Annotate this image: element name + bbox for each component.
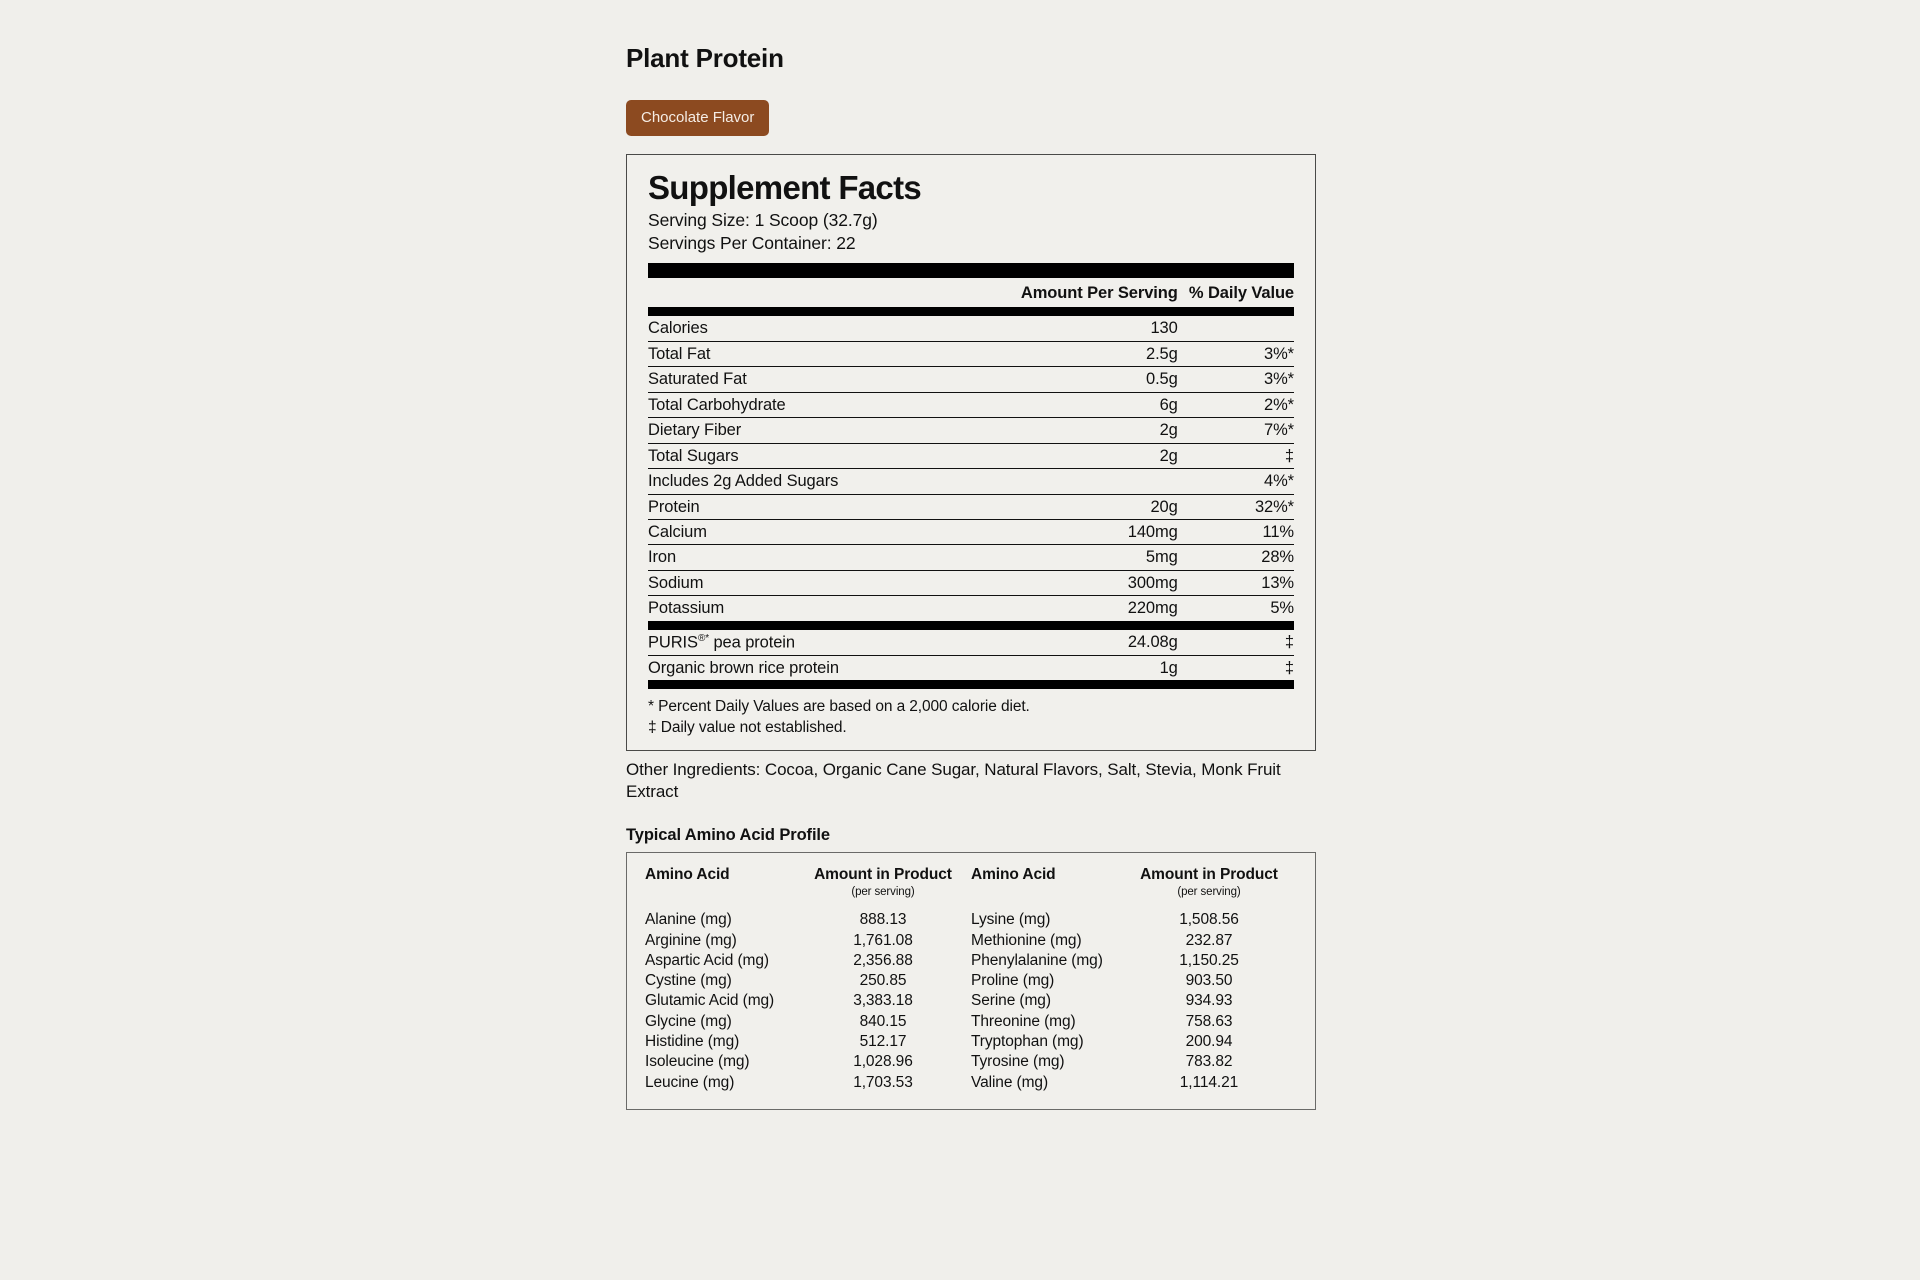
blend-row <box>648 630 1294 655</box>
nutrient-amount: 5mg <box>997 545 1178 570</box>
spacer-cell <box>971 901 1121 910</box>
amino-acid-name: Tyrosine (mg) <box>971 1053 1065 1071</box>
nutrient-amount: 140mg <box>997 519 1178 544</box>
nutrient-daily-value: ‡ <box>1178 443 1294 468</box>
amino-acid-name: Glycine (mg) <box>645 1012 732 1030</box>
nutrient-name: Sodium <box>648 570 997 595</box>
page-title: Plant Protein <box>626 43 784 73</box>
amino-acid-row <box>645 951 1297 971</box>
footnote-dagger: ‡ Daily value not established. <box>648 718 847 736</box>
nutrient-amount <box>997 469 1178 494</box>
amino-acid-row <box>645 991 1297 1011</box>
nutrient-name: Protein <box>648 494 997 519</box>
nutrient-row <box>648 545 1294 570</box>
amino-acid-name: Methionine (mg) <box>971 931 1082 949</box>
supplement-facts-panel <box>626 154 1316 752</box>
nutrient-amount: 2g <box>997 418 1178 443</box>
amino-acid-amount: 1,703.53 <box>853 1073 913 1091</box>
nutrient-row <box>648 570 1294 595</box>
amino-acid-amount: 840.15 <box>859 1012 907 1030</box>
nutrient-name: Calcium <box>648 519 997 544</box>
nutrition-header-row <box>648 278 1294 307</box>
amino-acid-amount: 1,114.21 <box>1179 1073 1239 1091</box>
header-rule-thick <box>648 263 1294 278</box>
aa-header-amount-left-label: Amount in Product <box>814 865 952 883</box>
nutrition-table-body <box>648 278 1294 307</box>
spacer-cell <box>1121 901 1297 910</box>
nutrient-name: Potassium <box>648 596 997 621</box>
serving-size-line: Serving Size: 1 Scoop (32.7g) <box>648 210 878 231</box>
amino-acid-row <box>645 1073 1297 1093</box>
aa-header-name-left: Amino Acid <box>645 865 730 883</box>
amino-acid-amount: 1,761.08 <box>853 931 913 949</box>
amino-acid-row <box>645 971 1297 991</box>
aa-header-amount-right <box>1121 866 1297 901</box>
amino-acid-row <box>645 1052 1297 1072</box>
nutrient-name: Saturated Fat <box>648 367 997 392</box>
amino-acid-name: Glutamic Acid (mg) <box>645 992 775 1010</box>
nutrient-amount: 2g <box>997 443 1178 468</box>
aa-header-amount-left <box>795 866 971 901</box>
aa-header-per-serving-left: (per serving) <box>851 885 915 898</box>
amino-acid-row <box>645 910 1297 930</box>
amino-acid-amount: 3,383.18 <box>853 992 913 1010</box>
amino-acid-amount: 934.93 <box>1185 992 1233 1010</box>
amino-acid-table-body <box>645 901 1297 1093</box>
amino-acid-name: Leucine (mg) <box>645 1073 735 1091</box>
nutrient-daily-value: 13% <box>1178 570 1294 595</box>
amino-acid-name: Aspartic Acid (mg) <box>645 951 769 969</box>
amino-acid-name: Phenylalanine (mg) <box>971 951 1103 969</box>
nutrient-row <box>648 316 1294 341</box>
nutrient-rows-body <box>648 316 1294 621</box>
nutrient-amount: 220mg <box>997 596 1178 621</box>
nutrient-name: Total Sugars <box>648 443 997 468</box>
blend-row <box>648 655 1294 680</box>
nutrient-row <box>648 392 1294 417</box>
amino-acid-amount: 200.94 <box>1185 1033 1233 1051</box>
nutrient-daily-value: 4%* <box>1178 469 1294 494</box>
nutrient-daily-value: 11% <box>1178 519 1294 544</box>
amino-acid-name: Proline (mg) <box>971 972 1055 990</box>
amino-acid-name: Tryptophan (mg) <box>971 1033 1084 1051</box>
header-rule-mid <box>648 307 1294 316</box>
blend-ingredient-amount: 1g <box>997 655 1178 680</box>
amino-acid-amount: 512.17 <box>859 1033 907 1051</box>
nutrient-amount: 300mg <box>997 570 1178 595</box>
label-content-column <box>626 44 1316 1110</box>
nutrient-row <box>648 519 1294 544</box>
amino-acid-panel <box>626 852 1316 1110</box>
amino-acid-row <box>645 1012 1297 1032</box>
nutrient-daily-value: 2%* <box>1178 392 1294 417</box>
nutrient-name: Total Carbohydrate <box>648 392 997 417</box>
nutrient-row <box>648 443 1294 468</box>
amino-acid-name: Valine (mg) <box>971 1073 1049 1091</box>
nutrient-name: Calories <box>648 319 708 338</box>
amino-acid-row <box>645 931 1297 951</box>
flavor-badge[interactable]: Chocolate Flavor <box>626 100 769 136</box>
aa-header-amount-right-label: Amount in Product <box>1140 865 1278 883</box>
nutrient-row <box>648 494 1294 519</box>
nutrient-name: Iron <box>648 545 997 570</box>
nutrient-name: Total Fat <box>648 341 997 366</box>
amino-acid-row <box>645 1032 1297 1052</box>
header-amount-per-serving: Amount Per Serving <box>1020 283 1178 302</box>
footnote-asterisk: * Percent Daily Values are based on a 2,000 calorie diet. <box>648 698 1030 716</box>
spacer-cell <box>645 901 795 910</box>
aa-header-name-right: Amino Acid <box>971 865 1056 883</box>
amino-acid-amount: 903.50 <box>1185 972 1233 990</box>
blend-rows-table <box>648 630 1294 680</box>
amino-acid-name: Arginine (mg) <box>645 931 737 949</box>
blend-rows-body <box>648 630 1294 680</box>
amino-acid-spacer-row <box>645 901 1297 910</box>
amino-acid-profile-heading: Typical Amino Acid Profile <box>626 825 830 844</box>
amino-acid-name: Threonine (mg) <box>971 1012 1076 1030</box>
amino-acid-table <box>645 866 1297 1093</box>
amino-acid-amount: 783.82 <box>1185 1053 1233 1071</box>
blend-ingredient-daily-value: ‡ <box>1284 633 1294 652</box>
footnotes <box>648 689 1294 740</box>
blend-ingredient-name: PURIS®* pea protein <box>648 632 795 652</box>
nutrient-daily-value: 3%* <box>1178 341 1294 366</box>
nutrient-rows-table <box>648 316 1294 621</box>
nutrient-amount: 130 <box>1150 319 1178 338</box>
servings-per-container-line: Servings Per Container: 22 <box>648 233 856 254</box>
blend-rule-top <box>648 621 1294 630</box>
blend-ingredient-name: Organic brown rice protein <box>648 655 997 680</box>
header-daily-value: % Daily Value <box>1188 283 1294 302</box>
supplement-facts-title: Supplement Facts <box>648 168 922 206</box>
nutrient-daily-value: 28% <box>1178 545 1294 570</box>
nutrient-row <box>648 341 1294 366</box>
nutrient-row <box>648 367 1294 392</box>
nutrition-table <box>648 278 1294 307</box>
nutrient-name: Includes 2g Added Sugars <box>648 469 997 494</box>
blend-ingredient-amount: 24.08g <box>1127 633 1178 652</box>
nutrient-daily-value <box>1178 316 1294 341</box>
nutrient-amount: 0.5g <box>997 367 1178 392</box>
amino-acid-amount: 758.63 <box>1185 1012 1233 1030</box>
amino-acid-amount: 1,150.25 <box>1179 951 1239 969</box>
other-ingredients-text: Other Ingredients: Cocoa, Organic Cane Sugar, Natural Flavors, Salt, Stevia, Monk Fruit Extract <box>626 760 1281 802</box>
registered-trademark-mark: ®* <box>697 632 709 644</box>
amino-acid-name: Isoleucine (mg) <box>645 1053 750 1071</box>
amino-acid-amount: 1,028.96 <box>853 1053 913 1071</box>
flavor-badge-wrapper <box>626 100 1316 154</box>
aa-header-per-serving-right: (per serving) <box>1177 885 1241 898</box>
spacer-cell <box>795 901 971 910</box>
amino-acid-amount: 250.85 <box>859 972 907 990</box>
nutrient-row <box>648 469 1294 494</box>
nutrient-row <box>648 418 1294 443</box>
amino-acid-header-row <box>645 866 1297 901</box>
nutrient-daily-value: 32%* <box>1178 494 1294 519</box>
nutrient-amount: 20g <box>997 494 1178 519</box>
header-blank-cell <box>648 278 997 307</box>
amino-acid-table-head <box>645 866 1297 901</box>
blend-ingredient-daily-value: ‡ <box>1178 655 1294 680</box>
nutrient-daily-value: 5% <box>1178 596 1294 621</box>
nutrient-amount: 2.5g <box>997 341 1178 366</box>
amino-acid-name: Histidine (mg) <box>645 1033 740 1051</box>
amino-acid-amount: 232.87 <box>1185 931 1233 949</box>
amino-acid-amount: 2,356.88 <box>853 951 913 969</box>
nutrient-amount: 6g <box>997 392 1178 417</box>
amino-acid-amount: 1,508.56 <box>1179 911 1239 929</box>
nutrient-name: Dietary Fiber <box>648 418 997 443</box>
amino-acid-name: Cystine (mg) <box>645 972 732 990</box>
amino-acid-name: Serine (mg) <box>971 992 1051 1010</box>
amino-acid-name: Lysine (mg) <box>971 911 1051 929</box>
nutrient-daily-value: 7%* <box>1178 418 1294 443</box>
nutrient-daily-value: 3%* <box>1178 367 1294 392</box>
amino-acid-name: Alanine (mg) <box>645 911 732 929</box>
nutrient-row <box>648 596 1294 621</box>
blend-rule-bottom <box>648 680 1294 689</box>
amino-acid-amount: 888.13 <box>859 911 907 929</box>
